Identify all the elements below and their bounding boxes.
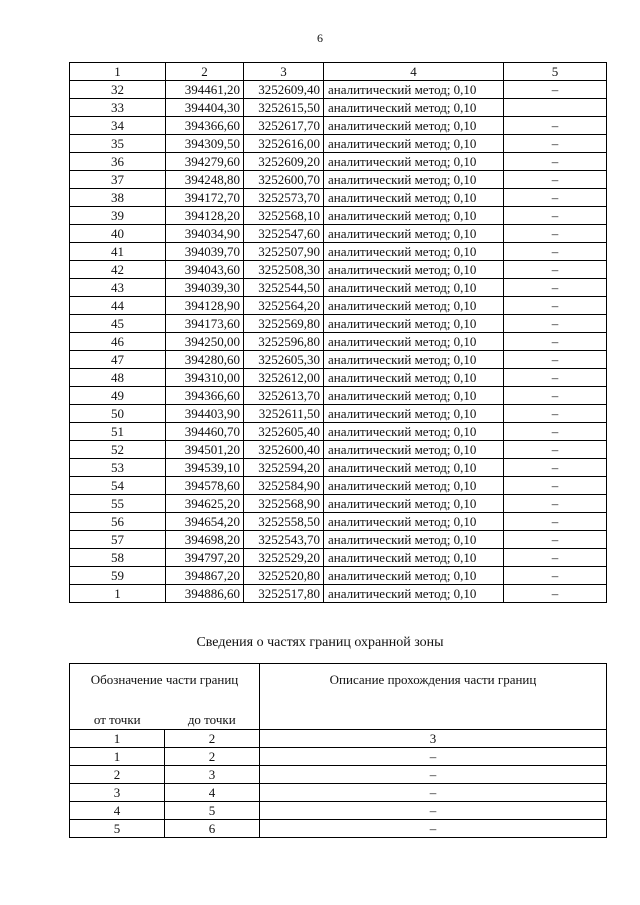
point-number-cell: 40 (70, 225, 166, 243)
from-point-cell: 3 (70, 784, 165, 802)
table-row (70, 549, 607, 567)
point-number-cell: 33 (70, 99, 166, 117)
method-cell: аналитический метод; 0,10 (324, 351, 504, 369)
y-coordinate-cell: 3252529,20 (244, 549, 324, 567)
to-point-cell: 2 (165, 748, 260, 766)
point-number-cell: 46 (70, 333, 166, 351)
note-cell: – (504, 351, 607, 369)
table-row (70, 207, 607, 225)
x-coordinate-cell: 394461,20 (166, 81, 244, 99)
points-table (69, 62, 607, 603)
point-number-cell: 49 (70, 387, 166, 405)
x-coordinate-cell: 394310,00 (166, 369, 244, 387)
to-point-cell: 5 (165, 802, 260, 820)
x-coordinate-cell: 394366,60 (166, 117, 244, 135)
note-cell: – (504, 135, 607, 153)
point-number-cell: 32 (70, 81, 166, 99)
numbering-cell: 1 (70, 730, 165, 748)
method-cell: аналитический метод; 0,10 (324, 585, 504, 603)
parts-numbering-row (70, 730, 607, 748)
table-row (70, 513, 607, 531)
description-header: Описание прохождения части границ (260, 664, 607, 730)
note-cell: – (504, 207, 607, 225)
from-point-cell: 1 (70, 748, 165, 766)
section-title: Сведения о частях границ охранной зоны (196, 635, 444, 650)
note-cell: – (504, 81, 607, 99)
y-coordinate-cell: 3252507,90 (244, 243, 324, 261)
note-cell: – (504, 297, 607, 315)
point-number-cell: 53 (70, 459, 166, 477)
note-cell: – (504, 315, 607, 333)
method-cell: аналитический метод; 0,10 (324, 441, 504, 459)
x-coordinate-cell: 394460,70 (166, 423, 244, 441)
y-coordinate-cell: 3252611,50 (244, 405, 324, 423)
point-number-cell: 51 (70, 423, 166, 441)
table-row (70, 477, 607, 495)
y-coordinate-cell: 3252568,90 (244, 495, 324, 513)
table-row (70, 495, 607, 513)
point-number-cell: 45 (70, 315, 166, 333)
note-cell: – (504, 387, 607, 405)
y-coordinate-cell: 3252508,30 (244, 261, 324, 279)
method-cell: аналитический метод; 0,10 (324, 81, 504, 99)
x-coordinate-cell: 394654,20 (166, 513, 244, 531)
method-cell: аналитический метод; 0,10 (324, 369, 504, 387)
note-cell: – (504, 261, 607, 279)
point-number-cell: 57 (70, 531, 166, 549)
table-row (70, 784, 607, 802)
point-number-cell: 50 (70, 405, 166, 423)
table-row (70, 766, 607, 784)
from-point-cell: 2 (70, 766, 165, 784)
note-cell: – (504, 369, 607, 387)
table-row (70, 567, 607, 585)
parts-table-body (70, 664, 607, 838)
note-cell: – (504, 333, 607, 351)
table-row (70, 171, 607, 189)
note-cell: – (504, 531, 607, 549)
x-coordinate-cell: 394173,60 (166, 315, 244, 333)
table-row (70, 459, 607, 477)
to-point-cell: 6 (165, 820, 260, 838)
note-cell: – (504, 459, 607, 477)
from-point-cell: 4 (70, 802, 165, 820)
header-cell: 3 (244, 63, 324, 81)
method-cell: аналитический метод; 0,10 (324, 117, 504, 135)
x-coordinate-cell: 394501,20 (166, 441, 244, 459)
x-coordinate-cell: 394366,60 (166, 387, 244, 405)
table-row (70, 351, 607, 369)
x-coordinate-cell: 394043,60 (166, 261, 244, 279)
table-row (70, 387, 607, 405)
note-cell: – (504, 549, 607, 567)
x-coordinate-cell: 394886,60 (166, 585, 244, 603)
point-number-cell: 42 (70, 261, 166, 279)
description-cell: – (260, 820, 607, 838)
table-row (70, 441, 607, 459)
y-coordinate-cell: 3252600,70 (244, 171, 324, 189)
description-cell: – (260, 748, 607, 766)
to-point-cell: 3 (165, 766, 260, 784)
x-coordinate-cell: 394280,60 (166, 351, 244, 369)
numbering-cell: 2 (165, 730, 260, 748)
y-coordinate-cell: 3252594,20 (244, 459, 324, 477)
note-cell: – (504, 423, 607, 441)
method-cell: аналитический метод; 0,10 (324, 207, 504, 225)
x-coordinate-cell: 394867,20 (166, 567, 244, 585)
x-coordinate-cell: 394248,80 (166, 171, 244, 189)
method-cell: аналитический метод; 0,10 (324, 423, 504, 441)
note-cell: – (504, 513, 607, 531)
group-header: Обозначение части границ (70, 664, 260, 711)
method-cell: аналитический метод; 0,10 (324, 315, 504, 333)
method-cell: аналитический метод; 0,10 (324, 387, 504, 405)
y-coordinate-cell: 3252547,60 (244, 225, 324, 243)
method-cell: аналитический метод; 0,10 (324, 153, 504, 171)
header-cell: 1 (70, 63, 166, 81)
x-coordinate-cell: 394403,90 (166, 405, 244, 423)
point-number-cell: 44 (70, 297, 166, 315)
y-coordinate-cell: 3252617,70 (244, 117, 324, 135)
point-number-cell: 43 (70, 279, 166, 297)
description-cell: – (260, 784, 607, 802)
table-row (70, 189, 607, 207)
x-coordinate-cell: 394128,20 (166, 207, 244, 225)
note-cell: – (504, 117, 607, 135)
note-cell: – (504, 405, 607, 423)
table-row (70, 279, 607, 297)
to-point-cell: 4 (165, 784, 260, 802)
table-row (70, 153, 607, 171)
x-coordinate-cell: 394172,70 (166, 189, 244, 207)
x-coordinate-cell: 394039,30 (166, 279, 244, 297)
table-row (70, 369, 607, 387)
y-coordinate-cell: 3252520,80 (244, 567, 324, 585)
method-cell: аналитический метод; 0,10 (324, 243, 504, 261)
header-cell: 5 (504, 63, 607, 81)
y-coordinate-cell: 3252612,00 (244, 369, 324, 387)
numbering-cell: 3 (260, 730, 607, 748)
note-cell: – (504, 279, 607, 297)
note-cell: – (504, 585, 607, 603)
from-point-header: от точки (70, 710, 165, 730)
note-cell: – (504, 171, 607, 189)
table-row (70, 297, 607, 315)
x-coordinate-cell: 394309,50 (166, 135, 244, 153)
note-cell: – (504, 243, 607, 261)
note-cell: – (504, 441, 607, 459)
x-coordinate-cell: 394578,60 (166, 477, 244, 495)
y-coordinate-cell: 3252558,50 (244, 513, 324, 531)
points-table-body (70, 63, 607, 603)
x-coordinate-cell: 394625,20 (166, 495, 244, 513)
method-cell: аналитический метод; 0,10 (324, 531, 504, 549)
point-number-cell: 52 (70, 441, 166, 459)
to-point-header: до точки (165, 710, 260, 730)
method-cell: аналитический метод; 0,10 (324, 171, 504, 189)
point-number-cell: 54 (70, 477, 166, 495)
y-coordinate-cell: 3252543,70 (244, 531, 324, 549)
table-row (70, 820, 607, 838)
method-cell: аналитический метод; 0,10 (324, 549, 504, 567)
y-coordinate-cell: 3252605,40 (244, 423, 324, 441)
note-cell: – (504, 225, 607, 243)
method-cell: аналитический метод; 0,10 (324, 135, 504, 153)
header-cell: 4 (324, 63, 504, 81)
table-row (70, 243, 607, 261)
method-cell: аналитический метод; 0,10 (324, 261, 504, 279)
note-cell (504, 99, 607, 117)
table-row (70, 585, 607, 603)
table-row (70, 315, 607, 333)
table-row (70, 802, 607, 820)
table-row (70, 81, 607, 99)
x-coordinate-cell: 394279,60 (166, 153, 244, 171)
y-coordinate-cell: 3252564,20 (244, 297, 324, 315)
point-number-cell: 36 (70, 153, 166, 171)
method-cell: аналитический метод; 0,10 (324, 513, 504, 531)
y-coordinate-cell: 3252517,80 (244, 585, 324, 603)
note-cell: – (504, 567, 607, 585)
x-coordinate-cell: 394539,10 (166, 459, 244, 477)
table-row (70, 333, 607, 351)
method-cell: аналитический метод; 0,10 (324, 99, 504, 117)
table-row (70, 405, 607, 423)
table-row (70, 748, 607, 766)
from-point-cell: 5 (70, 820, 165, 838)
y-coordinate-cell: 3252615,50 (244, 99, 324, 117)
table-row (70, 261, 607, 279)
y-coordinate-cell: 3252544,50 (244, 279, 324, 297)
header-cell: 2 (166, 63, 244, 81)
point-number-cell: 35 (70, 135, 166, 153)
point-number-cell: 58 (70, 549, 166, 567)
description-cell: – (260, 802, 607, 820)
table-row (70, 423, 607, 441)
point-number-cell: 37 (70, 171, 166, 189)
note-cell: – (504, 495, 607, 513)
method-cell: аналитический метод; 0,10 (324, 297, 504, 315)
page-number: 6 (317, 31, 323, 45)
table-row (70, 117, 607, 135)
note-cell: – (504, 153, 607, 171)
point-number-cell: 48 (70, 369, 166, 387)
x-coordinate-cell: 394039,70 (166, 243, 244, 261)
x-coordinate-cell: 394128,90 (166, 297, 244, 315)
point-number-cell: 41 (70, 243, 166, 261)
point-number-cell: 39 (70, 207, 166, 225)
y-coordinate-cell: 3252600,40 (244, 441, 324, 459)
y-coordinate-cell: 3252573,70 (244, 189, 324, 207)
points-header-row (70, 63, 607, 81)
x-coordinate-cell: 394034,90 (166, 225, 244, 243)
table-row (70, 135, 607, 153)
note-cell: – (504, 477, 607, 495)
method-cell: аналитический метод; 0,10 (324, 189, 504, 207)
x-coordinate-cell: 394698,20 (166, 531, 244, 549)
method-cell: аналитический метод; 0,10 (324, 225, 504, 243)
x-coordinate-cell: 394404,30 (166, 99, 244, 117)
method-cell: аналитический метод; 0,10 (324, 405, 504, 423)
y-coordinate-cell: 3252613,70 (244, 387, 324, 405)
point-number-cell: 55 (70, 495, 166, 513)
method-cell: аналитический метод; 0,10 (324, 567, 504, 585)
table-row (70, 531, 607, 549)
method-cell: аналитический метод; 0,10 (324, 279, 504, 297)
point-number-cell: 59 (70, 567, 166, 585)
y-coordinate-cell: 3252584,90 (244, 477, 324, 495)
y-coordinate-cell: 3252616,00 (244, 135, 324, 153)
y-coordinate-cell: 3252609,20 (244, 153, 324, 171)
y-coordinate-cell: 3252596,80 (244, 333, 324, 351)
y-coordinate-cell: 3252569,80 (244, 315, 324, 333)
description-cell: – (260, 766, 607, 784)
point-number-cell: 34 (70, 117, 166, 135)
point-number-cell: 1 (70, 585, 166, 603)
parts-table (69, 663, 607, 838)
note-cell: – (504, 189, 607, 207)
y-coordinate-cell: 3252568,10 (244, 207, 324, 225)
point-number-cell: 47 (70, 351, 166, 369)
point-number-cell: 38 (70, 189, 166, 207)
method-cell: аналитический метод; 0,10 (324, 495, 504, 513)
method-cell: аналитический метод; 0,10 (324, 459, 504, 477)
y-coordinate-cell: 3252609,40 (244, 81, 324, 99)
table-row (70, 99, 607, 117)
method-cell: аналитический метод; 0,10 (324, 333, 504, 351)
point-number-cell: 56 (70, 513, 166, 531)
method-cell: аналитический метод; 0,10 (324, 477, 504, 495)
y-coordinate-cell: 3252605,30 (244, 351, 324, 369)
x-coordinate-cell: 394797,20 (166, 549, 244, 567)
x-coordinate-cell: 394250,00 (166, 333, 244, 351)
parts-header-row (70, 664, 607, 711)
table-row (70, 225, 607, 243)
